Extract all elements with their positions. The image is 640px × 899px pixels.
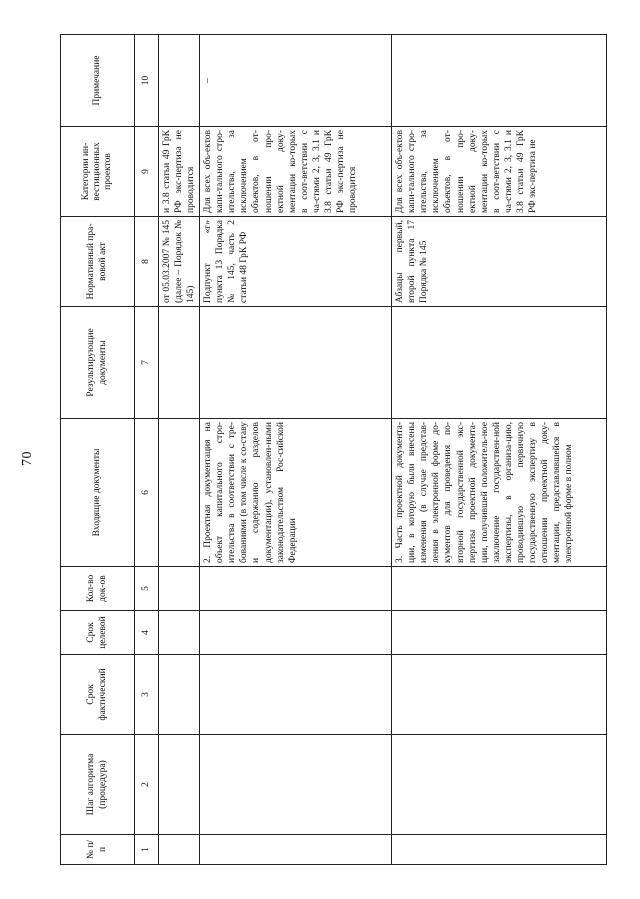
rotated-table-container (60, 35, 605, 865)
normative-act-cell: Подпункт «г» пункта 13 Порядка № 145, часть 2 статьи 48 ГрК РФ (200, 217, 392, 307)
table-cell (200, 655, 392, 735)
column-number-cell: 1 (135, 835, 159, 865)
header-cell: Шаг алгоритма (процедура) (61, 735, 135, 835)
column-number-cell: 2 (135, 735, 159, 835)
column-number-cell: 8 (135, 217, 159, 307)
table-cell (200, 567, 392, 611)
table-cell (392, 835, 607, 865)
header-cell: Срок фактический (61, 655, 135, 735)
procedure-table (60, 34, 607, 865)
table-cell (159, 307, 200, 419)
table-row (392, 35, 607, 865)
normative-act-cell: от 05.03.2007 № 145 (далее – Порядок № 145) (159, 217, 200, 307)
incoming-documents-cell: 3. Часть проектной документа-ции, в которую были внесены изменения (в случае представ-ления в электронной форме до-кументов для проведения по-вторной государственной экс-пертизы проектной документа-ции, получившей положитель-ное заключение государствен-ной экспертизы, в организа-цию, проводившую первичную государственную экспертизу в отношении проектной доку-ментации, представлявшейся в электронной форме в полном (392, 419, 607, 567)
table-cell (159, 735, 200, 835)
table-cell (159, 611, 200, 655)
header-cell: Нормативный пра-вовой акт (61, 217, 135, 307)
page-number: 70 (20, 451, 35, 466)
column-number-cell: 6 (135, 419, 159, 567)
table-cell (392, 735, 607, 835)
project-category-cell: Для всех объ-ектов капи-тального стро-ительства, за исключением объектов, в от-ношении про-ектной доку-ментации ко-торых в соот-ветствии с ча-стями 2, 3, 3.1 и 3.8 статьи 49 ГрК РФ экс-пертиза не проводится (200, 127, 392, 217)
note-cell (392, 35, 607, 127)
column-number-cell: 5 (135, 567, 159, 611)
table-row (200, 35, 392, 865)
column-number-cell: 10 (135, 35, 159, 127)
table-cell (159, 567, 200, 611)
header-cell: Срок целевой (61, 611, 135, 655)
column-number-cell: 3 (135, 655, 159, 735)
note-cell: – (200, 35, 392, 127)
table-cell (200, 835, 392, 865)
column-number-cell: 4 (135, 611, 159, 655)
project-category-cell: Для всех объ-ектов капи-тального стро-ительства, за исключением объектов, в от-ношении про-ектной доку-ментации ко-торых в соот-ветствии с ча-стями 2, 3, 3.1 и 3.8 статьи 49 ГрК РФ экс-пертиза не (392, 127, 607, 217)
table-cell (200, 611, 392, 655)
incoming-documents-cell: 2. Проектная документация на объект капитального стро-ительства в соответствии с тре-бованиями (в том числе к со-ставу и содержанию разделов документации), установлен-ными законодательством Рос-сийской Федерации (200, 419, 392, 567)
column-number-cell: 9 (135, 127, 159, 217)
table-cell (392, 567, 607, 611)
table-cell (392, 655, 607, 735)
table-cell (159, 655, 200, 735)
header-cell: Категории ин-вестиционных проектов (61, 127, 135, 217)
table-header-row (61, 35, 135, 865)
project-category-cell: и 3.8 статьи 49 ГрК РФ экс-пертиза не проводится (159, 127, 200, 217)
resulting-documents-cell (200, 307, 392, 419)
column-number-cell: 7 (135, 307, 159, 419)
header-cell: Результирующие документы (61, 307, 135, 419)
table-cell (159, 835, 200, 865)
table-row (159, 35, 200, 865)
normative-act-cell: Абзацы первый, второй пункта 17 Порядка № 145 (392, 217, 607, 307)
resulting-documents-cell (392, 307, 607, 419)
header-cell: Кол-во док-ов (61, 567, 135, 611)
header-cell: Входящие документы (61, 419, 135, 567)
note-cell (159, 35, 200, 127)
header-cell: Примечание (61, 35, 135, 127)
table-cell (392, 611, 607, 655)
table-cell (200, 735, 392, 835)
table-cell (159, 419, 200, 567)
column-number-row (135, 35, 159, 865)
header-cell: № п/п (61, 835, 135, 865)
